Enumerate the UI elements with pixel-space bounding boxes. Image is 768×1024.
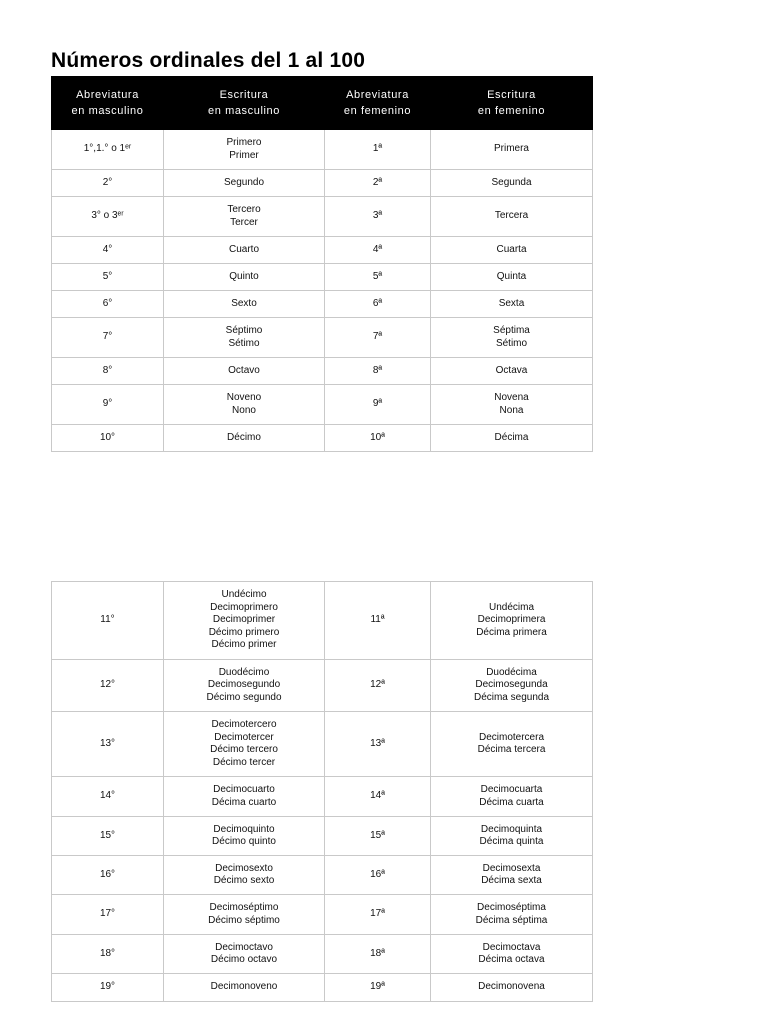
table-row [52, 197, 593, 237]
abbr-fem-cell: 11ª [325, 582, 431, 660]
writing-fem-cell: Undécima Decimoprimera Décima primera [431, 582, 593, 660]
abbr-masc-cell: 7° [52, 318, 164, 358]
table-row [52, 582, 593, 660]
abbr-masc-cell: 18° [52, 935, 164, 974]
abbr-fem-cell: 18ª [325, 935, 431, 974]
table-row [52, 291, 593, 318]
writing-fem-cell: Novena Nona [431, 385, 593, 425]
table-row [52, 170, 593, 197]
writing-fem-cell: Decimoquinta Décima quinta [431, 817, 593, 856]
table-row [52, 660, 593, 712]
table-body [52, 130, 593, 452]
writing-masc-cell: Decimoctavo Décimo octavo [164, 935, 325, 974]
writing-fem-cell: Decimoctava Décima octava [431, 935, 593, 974]
abbr-fem-cell: 5ª [325, 264, 431, 291]
writing-fem-cell: Decimoséptima Décima séptima [431, 895, 593, 935]
abbr-fem-cell: 15ª [325, 817, 431, 856]
abbr-fem-cell: 1ª [325, 130, 431, 170]
writing-fem-cell: Decimocuarta Décima cuarta [431, 777, 593, 817]
abbr-masc-cell: 4° [52, 237, 164, 264]
table-row [52, 385, 593, 425]
writing-masc-cell: Decimocuarto Décima cuarto [164, 777, 325, 817]
table-row [52, 130, 593, 170]
writing-masc-cell: Cuarto [164, 237, 325, 264]
writing-masc-cell: Decimoquinto Décimo quinto [164, 817, 325, 856]
writing-masc-cell: Quinto [164, 264, 325, 291]
writing-fem-cell: Primera [431, 130, 593, 170]
abbr-masc-cell: 16° [52, 856, 164, 895]
abbr-masc-cell: 15° [52, 817, 164, 856]
abbr-fem-cell: 10ª [325, 425, 431, 452]
abbr-masc-cell: 19° [52, 974, 164, 1002]
writing-fem-cell: Decimotercera Décima tercera [431, 712, 593, 777]
writing-fem-cell: Segunda [431, 170, 593, 197]
writing-fem-cell: Decimonovena [431, 974, 593, 1002]
writing-fem-cell: Tercera [431, 197, 593, 237]
abbr-masc-cell: 17° [52, 895, 164, 935]
writing-masc-cell: Decimosexto Décimo sexto [164, 856, 325, 895]
abbr-fem-cell: 6ª [325, 291, 431, 318]
abbr-masc-cell: 5° [52, 264, 164, 291]
table-row [52, 358, 593, 385]
abbr-fem-cell: 7ª [325, 318, 431, 358]
header-abbr-masc: Abreviatura en masculino [52, 77, 164, 130]
header-writing-masc: Escritura en masculino [164, 77, 325, 130]
abbr-fem-cell: 4ª [325, 237, 431, 264]
table-row [52, 237, 593, 264]
header-writing-fem: Escritura en femenino [431, 77, 593, 130]
writing-masc-cell: Tercero Tercer [164, 197, 325, 237]
table-row [52, 425, 593, 452]
abbr-masc-cell: 3° o 3ᵉʳ [52, 197, 164, 237]
header-abbr-fem: Abreviatura en femenino [325, 77, 431, 130]
abbr-masc-cell: 2° [52, 170, 164, 197]
table-row [52, 264, 593, 291]
writing-masc-cell: Primero Primer [164, 130, 325, 170]
table-row [52, 777, 593, 817]
writing-fem-cell: Octava [431, 358, 593, 385]
abbr-masc-cell: 14° [52, 777, 164, 817]
table-row [52, 856, 593, 895]
abbr-fem-cell: 14ª [325, 777, 431, 817]
abbr-fem-cell: 19ª [325, 974, 431, 1002]
table-row [52, 318, 593, 358]
abbr-masc-cell: 9° [52, 385, 164, 425]
abbr-fem-cell: 8ª [325, 358, 431, 385]
writing-masc-cell: Decimonoveno [164, 974, 325, 1002]
abbr-fem-cell: 17ª [325, 895, 431, 935]
writing-masc-cell: Noveno Nono [164, 385, 325, 425]
abbr-masc-cell: 10° [52, 425, 164, 452]
table-row [52, 817, 593, 856]
table-row [52, 974, 593, 1002]
page-title: Números ordinales del 1 al 100 [51, 49, 366, 72]
table-row [52, 935, 593, 974]
abbr-masc-cell: 12° [52, 660, 164, 712]
abbr-masc-cell: 1°,1.° o 1ᵉʳ [52, 130, 164, 170]
abbr-fem-cell: 3ª [325, 197, 431, 237]
writing-masc-cell: Undécimo Decimoprimero Decimoprimer Décimo primero Décimo primer [164, 582, 325, 660]
writing-masc-cell: Segundo [164, 170, 325, 197]
abbr-fem-cell: 9ª [325, 385, 431, 425]
writing-masc-cell: Séptimo Sétimo [164, 318, 325, 358]
writing-masc-cell: Décimo [164, 425, 325, 452]
abbr-fem-cell: 13ª [325, 712, 431, 777]
table-body [52, 582, 593, 1002]
abbr-masc-cell: 6° [52, 291, 164, 318]
table-header-row [52, 77, 593, 130]
abbr-fem-cell: 16ª [325, 856, 431, 895]
writing-fem-cell: Cuarta [431, 237, 593, 264]
writing-masc-cell: Octavo [164, 358, 325, 385]
writing-fem-cell: Sexta [431, 291, 593, 318]
ordinals-table-1-10 [51, 76, 593, 452]
writing-fem-cell: Duodécima Decimosegunda Décima segunda [431, 660, 593, 712]
abbr-fem-cell: 2ª [325, 170, 431, 197]
writing-masc-cell: Decimoséptimo Décimo séptimo [164, 895, 325, 935]
abbr-masc-cell: 11° [52, 582, 164, 660]
writing-masc-cell: Sexto [164, 291, 325, 318]
writing-fem-cell: Décima [431, 425, 593, 452]
table-row [52, 712, 593, 777]
writing-fem-cell: Quinta [431, 264, 593, 291]
writing-masc-cell: Duodécimo Decimosegundo Décimo segundo [164, 660, 325, 712]
abbr-masc-cell: 13° [52, 712, 164, 777]
abbr-masc-cell: 8° [52, 358, 164, 385]
writing-fem-cell: Séptima Sétimo [431, 318, 593, 358]
writing-masc-cell: Decimotercero Decimotercer Décimo tercero Décimo tercer [164, 712, 325, 777]
table-row [52, 895, 593, 935]
writing-fem-cell: Decimosexta Décima sexta [431, 856, 593, 895]
abbr-fem-cell: 12ª [325, 660, 431, 712]
ordinals-table-11-19 [51, 581, 593, 1002]
